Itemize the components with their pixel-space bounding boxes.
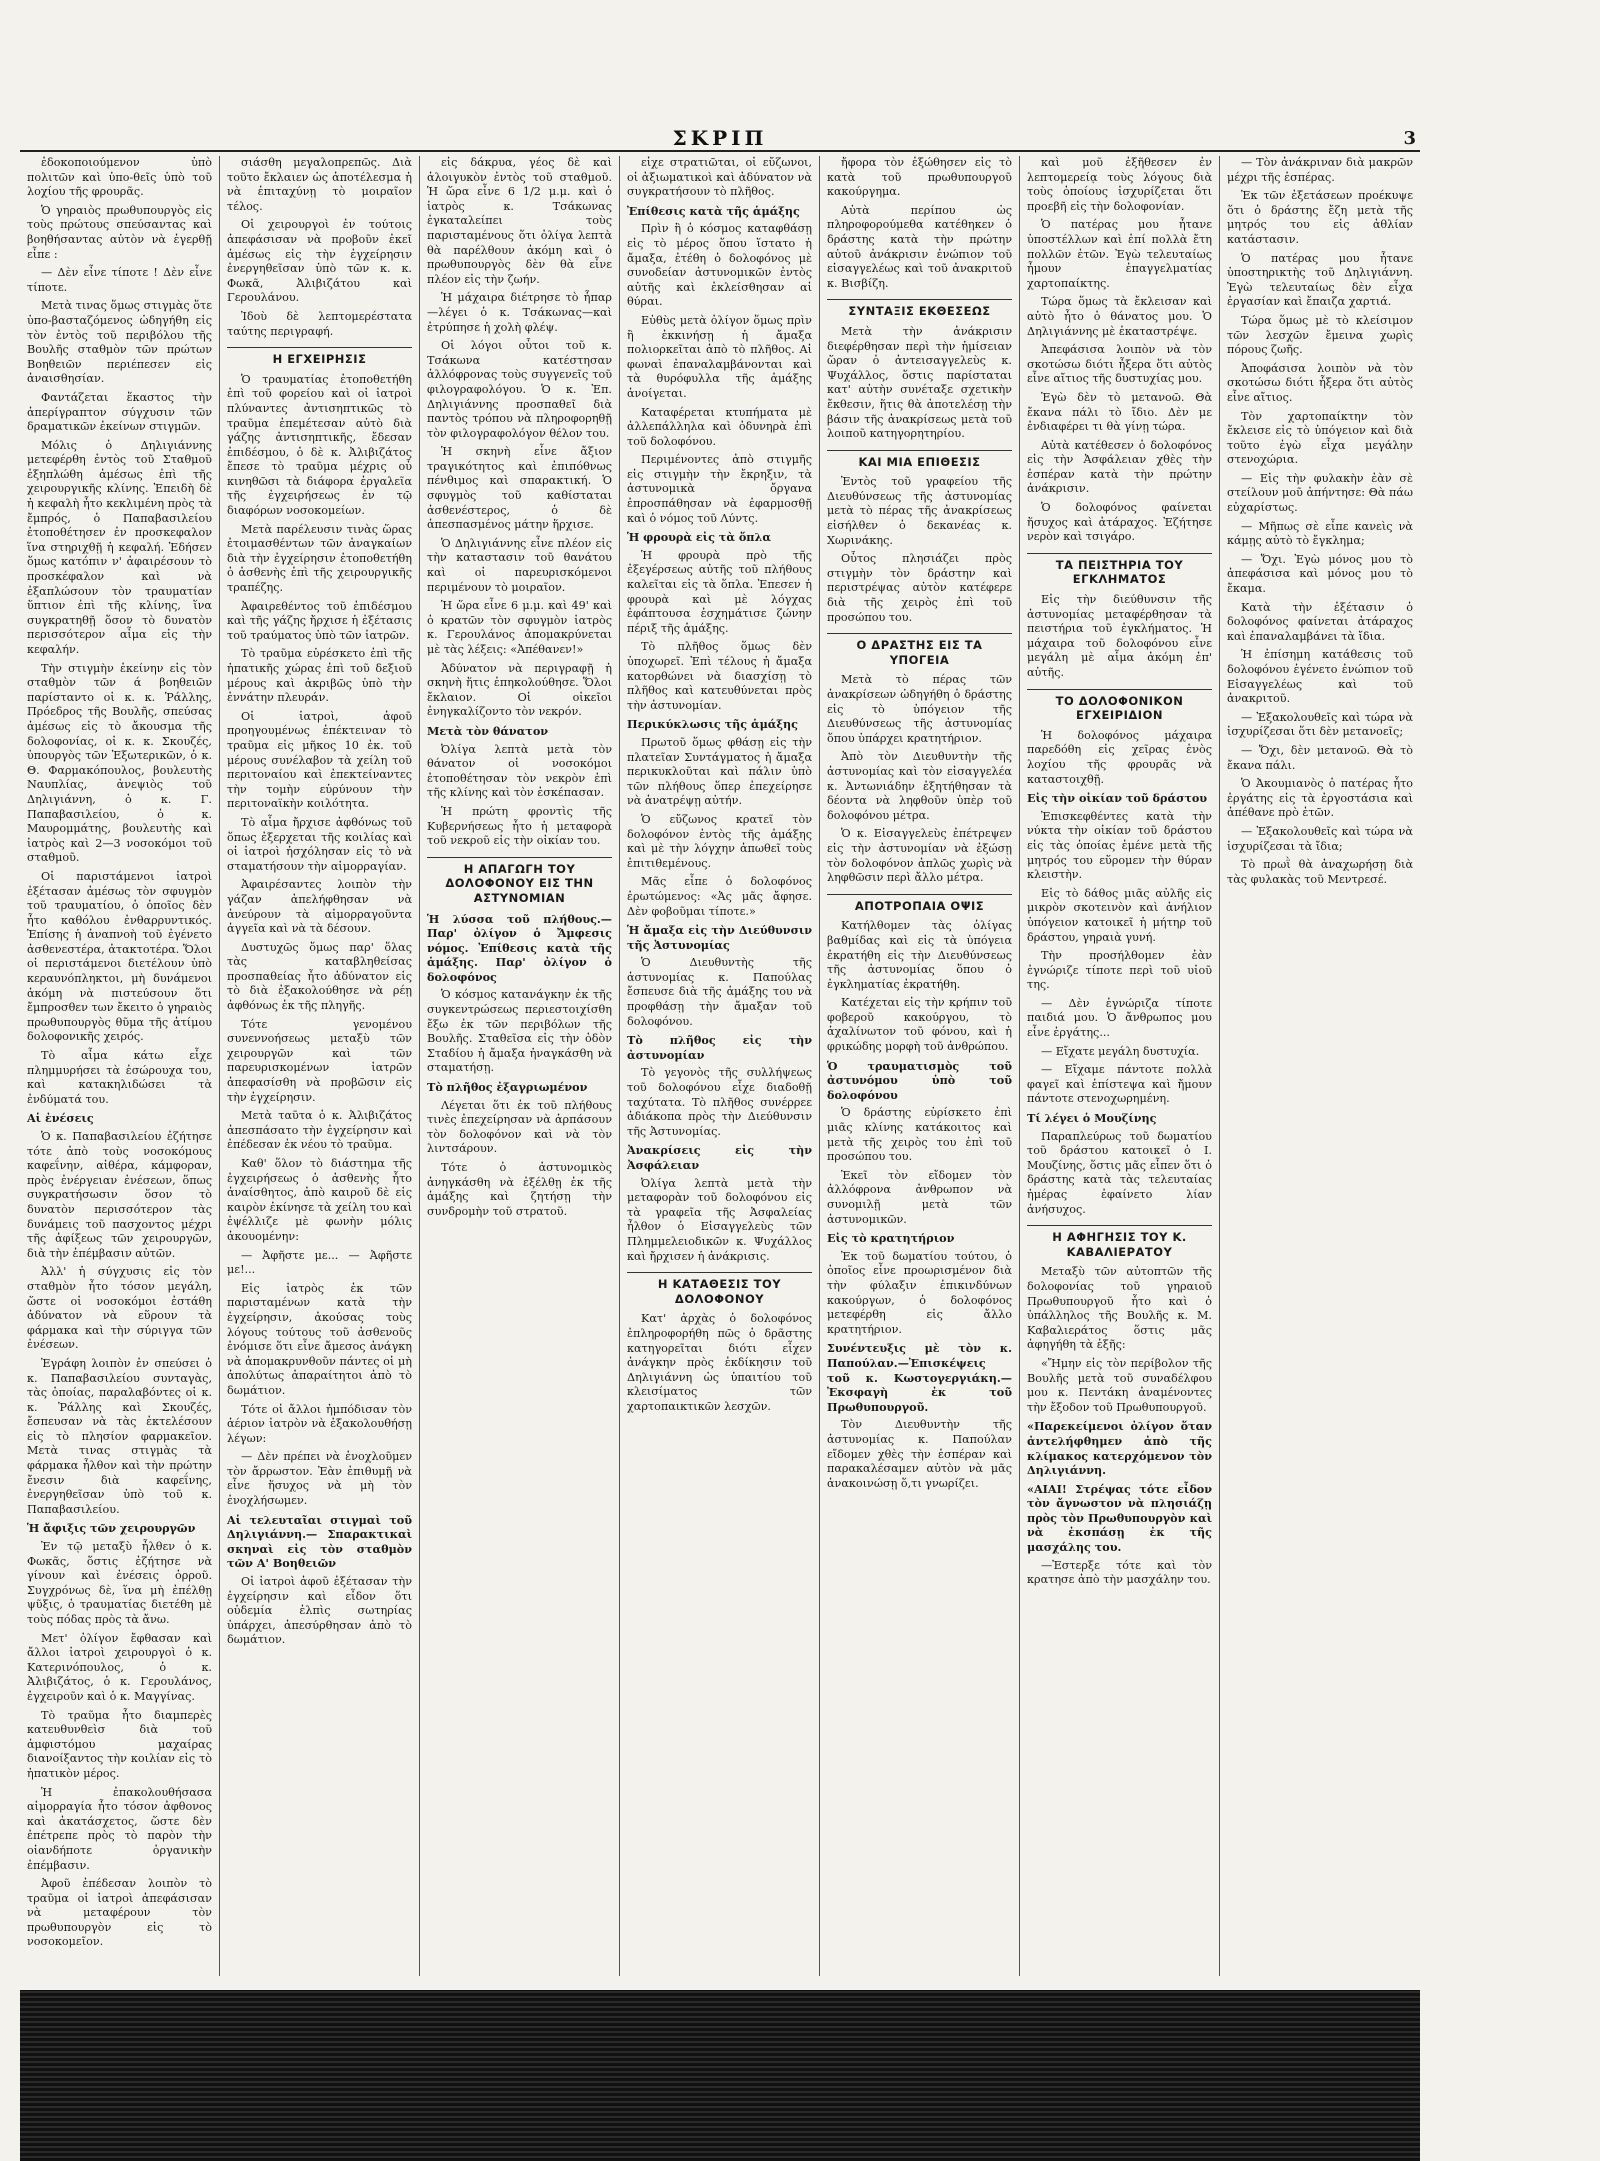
paragraph: Εἰς τὸ δάθος μιᾶς αὐλῆς εἰς μικρὸν σκοτεινὸν καὶ ἀνήλιον ὑπόγειον κατοικεῖ ἡ μήτηρ τοῦ δράστου, γηραιὰ γυνή. — [1027, 886, 1212, 944]
paragraph: Μετ' ὀλίγον ἔφθασαν καὶ ἄλλοι ἰατροὶ χειρουργοὶ ὁ κ. Κατερινόπουλος, ὁ κ. Ἀλιβιζάτος, ὁ κ. Γερουλάνος, ἐγχειροῦν καὶ ὁ κ. Μαγγίνας. — [27, 1631, 212, 1703]
paragraph: ἤφορα τὸν ἐξώθησεν εἰς τὸ κατὰ τοῦ πρωθυπουργοῦ κακούργημα. — [827, 156, 1012, 199]
paragraph: Ὁ τραυματίας ἐτοποθετήθη ἐπὶ τοῦ φορείου καὶ οἱ ἰατροὶ πλύναντες ἀντισηπτικῶς τὸ τραῦμα ἐπεμέτεσαν αὐτὸ διὰ γάζης ἀντισηπτικῆς, ἔδεσαν ἐπιδέσμου, ὁ δὲ κ. Ἀλιβιζάτος ἔπεσε τὸ τραῦμα μέχρις οὗ κινηθῶσι τὰ διάφορα ἐργαλεῖα τῆς ἐγχειρήσεως ἐν τῷ διαφόρων νοσοκομείων. — [227, 372, 412, 518]
subheading: Εἰς τὸ κρατητήριον — [827, 1231, 955, 1246]
masthead — [20, 128, 1420, 152]
paragraph: — Εἴχατε μεγάλη δυστυχία. — [1041, 1044, 1200, 1058]
subheading: Ἡ ἄφιξις τῶν χειρουργῶν — [27, 1521, 196, 1536]
paragraph: Τὸν Διευθυντὴν τῆς ἀστυνομίας κ. Παπούλαν εἴδομεν χθὲς τὴν ἑσπέραν καὶ παρακαλέσαμεν αὐτὸν νὰ μᾶς ἀνακοινώσῃ ὅ,τι γνωρίζει. — [827, 1418, 1012, 1490]
paragraph: Κατ' ἀρχὰς ὁ δολοφόνος ἐπληροφορήθη πῶς ὁ δρᾶστης κατηγορεῖται διότι εἶχεν ἀνάγκην πρὸς ἐκδίκησιν τοῦ Δηλιγιάννη ὡς ὑπαιτίου τοῦ κλεισίματος τῶν χαρτοπαικτικῶν λεσχῶν. — [627, 1312, 812, 1413]
paragraph: Τὴν στιγμὴν ἐκείνην εἰς τὸν σταθμὸν τῶν ά βοηθειῶν παρίσταντο οἱ κ. κ. Ῥάλλης, Πρόεδρος τῆς Βουλῆς, σπεύσας ἀμέσως εἰς τὸ ἄκουσμα τῆς δολοφονίας, οἱ κ. κ. Σκουζές, ὑπουργὸς τῶν Ἐξωτερικῶν, ὁ κ. Θ. Φαρμακόπουλος, βουλευτὴς Ναυπλίας, ἀνεψιὸς τοῦ Δηλιγιάννη, ὁ κ. Γ. Παπαβασιλείου, ὁ κ. Μαυρομμάτης, βουλευτὴς καὶ ἰατρὸς καὶ 2—3 νοσοκόμοι τοῦ σταθμοῦ. — [27, 661, 212, 865]
paragraph: Κατήλθομεν τὰς ὀλίγας βαθμίδας καὶ εἰς τὰ ὑπόγεια ἐκρατήθη εἰς τὴν Διευθύνσεως τῆς ἀστυνομίας ὅπου ὁ ἐγκληματίας ἐκρατήθη. — [827, 919, 1012, 991]
paragraph: Ἡ πρώτη φροντὶς τῆς Κυβερνήσεως ἦτο ἡ μεταφορὰ τοῦ νεκροῦ εἰς τὴν οἰκίαν του. — [427, 804, 612, 848]
paragraph: — Εἴχαμε πάντοτε πολλὰ φαγεῖ καὶ ἐπίστεψα καὶ ἤμουν πάντοτε στενοχωρημένη. — [1027, 1063, 1212, 1106]
paragraph: εἰς δάκρυα, γέος δὲ καὶ ἀλοιγυκὸν ἐντὸς τοῦ σταθμοῦ. Ἡ ὥρα εἶνε 6 1/2 μ.μ. καὶ ὁ ἰατρὸς κ. Τσάκωνας ἐγκαταλείπει τοὺς παρισταμένους ὅτι ὀλίγα λεπτὰ θὰ παρέλθουν ἀκόμη καὶ ὁ πρωθυπουργὸς δὲν θὰ εἶνε πλέον εἰς τὴν ζωήν. — [427, 156, 612, 286]
paragraph: Εἰς τὴν διεύθυνσιν τῆς ἀστυνομίας μεταφέρθησαν τὰ πειστήρια τοῦ ἐγκλήματος. Ἡ μάχαιρα τοῦ δολοφόνου εἶνε μεγάλη μὲ αἷμα ἀκόμη ἐπ' αὐτῆς. — [1027, 593, 1212, 679]
paragraph: — Τὸν ἀνάκριναν διὰ μακρῶν μέχρι τῆς ἑσπέρας. — [1227, 156, 1413, 184]
section-heading: ΤΑ ΠΕΙΣΤΗΡΙΑ ΤΟΥ ΕΓΚΛΗΜΑΤΟΣ — [1027, 553, 1212, 587]
paragraph: Τὸ πλῆθος ὅμως δὲν ὑποχωρεῖ. Ἐπὶ τέλους ἡ ἄμαξα κατορθώνει νὰ διασχίσῃ τὸ πλῆθος καὶ κατευθύνεται πρὸς τὴν ἀστυνομίαν. — [627, 640, 812, 712]
paragraph: Ἡ φρουρὰ πρὸ τῆς ἐξεγέρσεως αὐτῆς τοῦ πλήθους καλεῖται εἰς τὰ ὅπλα. Ἐπεσεν ἡ φρουρὰ καὶ μὲ λόγχας ἐφάπτουσα ἐσχημάτισε ζώνην πέριξ τῆς ἁμάξης. — [627, 548, 812, 635]
paragraph: σιάσθη μεγαλοπρεπῶς. Διὰ τοῦτο ἔκλαιεν ὡς ἀποτέλεσμα ἡ νὰ ἐπιταχύνῃ τὸ μοιραῖον τέλος. — [227, 156, 412, 213]
paragraph: Ὁ κόσμος κατανάγκην ἐκ τῆς συγκεντρώσεως περιεστοιχίσθη ἔξω ἐκ τῶν περιβόλων τῆς Βουλῆς. Σταθεῖσα εἰς τὴν ὁδὸν Σταδίου ἡ ἄμαξα ἠναγκάσθη νὰ σταματήσῃ. — [427, 988, 612, 1075]
paragraph: Παραπλεύρως τοῦ δωματίου τοῦ δράστου κατοικεῖ ὁ Ι. Μουζίνης, ὅστις μᾶς εἶπεν ὅτι ὁ δράστης κατὰ τὰς τελευταίας ἡμέρας ἐφαίνετο λίαν ἀνήσυχος. — [1027, 1129, 1212, 1216]
paragraph: — Δὲν ἐγνώριζα τίποτε παιδιά μου. Ὁ ἄνθρωπος μου εἶνε ἐργάτης... — [1027, 996, 1212, 1040]
paragraph: Τὸ τραῦμα ἦτο διαμπερὲς κατευθυνθεὶσ διὰ τοῦ ἀμφιστόμου μαχαίρας διανοίξαντος τὴν κοιλίαν εἰς τὸ ἡπατικὸν μέρος. — [27, 1708, 212, 1780]
section-heading: ΚΑΙ ΜΙΑ ΕΠΙΘΕΣΙΣ — [827, 450, 1012, 470]
subheading: Ἡ λύσσα τοῦ πλήθους.—Παρ' ὀλίγον ὁ Ἄμφεσις νόμος. Ἐπίθεσις κατὰ τῆς ἁμάξης. Παρ' ὀλίγον ὁ δολοφόνος — [427, 911, 612, 984]
paragraph: Ὁ κ. Παπαβασιλείου ἐζήτησε τότε ἀπὸ τοὺς νοσοκόμους καφεΐνην, αἰθέρα, κάμφοραν, πρὸς ἐνέργειαν ἐνέσεων, ὅπως συγκρατήσωσιν ὅσον τὸ δυνατὸν περισσότερον τὰς δυνάμεις τοῦ πασχοντος μέχρι τῆς ἀφίξεως τῶν χειρουργῶν, διὰ τὴν ἐπέμβασιν αὐτῶν. — [27, 1130, 212, 1260]
paragraph: Μόλις ὁ Δηλιγιάννης μετεφέρθη ἐντὸς τοῦ Σταθμοῦ ἐξηπλώθη ἀμέσως ἐπὶ τῆς χειρουργικῆς κλίνης. Ἐπειδὴ δὲ ἡ κεφαλὴ ἦτο κεκλιμένη πρὸς τὰ ἔμπρός, ὁ Παπαβασιλείου ἐτοποθέτησεν ἐν προσκεφαλον ἵνα στηριχθῇ ἡ κεφαλή. Ἐδήσεν ὅμως κατόπιν ν' ἀφαιρέσουν τὸ προσκέφαλον καὶ νὰ ἐξαπλώσουν τὸν τραυματίαν ὕπτιον ἐπὶ τῆς κλίνης, ἵνα συγκρατηθῇ ὅσον τὸ δυνατὸν περισσότερον αἷμα εἰς τὴν κεφαλήν. — [27, 438, 212, 656]
paragraph: Τὸ τραῦμα εὑρέσκετο ἐπὶ τῆς ἡπατικῆς χώρας ἐπὶ τοῦ δεξιοῦ μέρους καὶ ἀκριβῶς ὑπὸ τὴν ἐννάτην πλευράν. — [227, 647, 412, 705]
paragraph: Ὁ κ. Εἰσαγγελεὺς ἐπέτρεψεν εἰς τὴν ἀστυνομίαν νὰ ἐξώσῃ τὸν δολοφόνον ἀπλῶς χωρὶς νὰ ληφθῶσιν περὶ ἄλλο μέτρα. — [827, 827, 1012, 885]
column-4 — [620, 156, 820, 1976]
paragraph: Ὁ εὔζωνος κρατεῖ τὸν δολοφόνον ἐντὸς τῆς ἁμάξης καὶ μὲ τὴν λόγχην ἀπωθεῖ τοὺς ἐπιτιθεμένους. — [627, 812, 812, 870]
paragraph: Τώρα ὅμως μὲ τὸ κλείσιμον τῶν λεσχῶν ἔμεινα χωρὶς πόρους ζωῆς. — [1227, 313, 1413, 357]
paragraph: — Ἀφῆστε με... — Ἀφῆστε με!... — [227, 1248, 412, 1277]
paragraph: Ἐγράφη λοιπὸν ἐν σπεύσει ὁ κ. Παπαβασιλείου συνταγὰς, τὰς ὁποίας, παραλαβόντες οἱ κ. κ. Ῥάλλης καὶ Σκουζές, ἔσπευσαν νὰ τὰς ἐκτελέσουν εἰς τὸ πλησίον φαρμακεῖον. Μετὰ τινας στιγμὰς τὰ φάρμακα ἦλθον καὶ τὴν πρώτην ἔνεσιν διὰ καφεΐνης, ἐνεργηθεῖσαν ὑπὸ τοῦ κ. Παπαβασιλείου. — [27, 1356, 212, 1516]
paragraph: —Ἐστερξε τότε καὶ τὸν κρατησε ἀπὸ τὴν μασχάλην του. — [1027, 1558, 1212, 1587]
paragraph: Οἱ χειρουργοὶ ἐν τούτοις ἀπεφάσισαν νὰ προβοῦν ἐκεῖ ἀμέσως εἰς τὴν ἐγχείρησιν ἐνεργηθεῖσαν ὑπὸ τῶν κ. κ. Φωκᾶ, Ἀλιβιζάτου καὶ Γερουλάνου. — [227, 218, 412, 305]
paragraph: Ὁ Διευθυντὴς τῆς ἀστυνομίας κ. Παπούλας ἔσπευσε διὰ τῆς ἁμάξης του νὰ προφθάσῃ τὴν ἄμαξαν τοῦ δολοφόνου. — [627, 956, 812, 1028]
subheading: Ἡ φρουρὰ εἰς τὰ ὅπλα — [627, 530, 771, 545]
paragraph: — Δὲν πρέπει νὰ ἐνοχλοῦμεν τὸν ἄρρωστον. Ἐὰν ἐπιθυμῇ νὰ εἶνε ἥσυχος νὰ μὴ τὸν ἐνοχλήσωμεν. — [227, 1450, 412, 1508]
paragraph: Τὸ αἷμα ἤρχισε ἀφθόνως τοῦ ὅπως ἐξερχεται τῆς κοιλίας καὶ οἱ ἰατροὶ ἠσχόλησαν εἰς τὸ νὰ σταματήσουν τὴν αἱμορραγίαν. — [227, 815, 412, 873]
paragraph: Ἐκεῖ τὸν εἴδομεν τὸν ἀλλόφρονα ἀνθρωπον νὰ συνομιλῇ μετὰ τῶν ἀστυνομικῶν. — [827, 1168, 1012, 1226]
paragraph: Καταφέρεται κτυπήματα μὲ ἀλλεπάλληλα καὶ ὀδυνηρὰ ἐπὶ τοῦ δολοφόνου. — [627, 405, 812, 448]
paragraph: Ἐκ τοῦ δωματίου τούτου, ὁ ὁποῖος εἶνε προωρισμένον διὰ τὴν φύλαξιν ἐπικινδύνων κακούργων, ὁ δολοφόνος μετεφέρθη εἰς ἄλλο κρατητήριον. — [827, 1249, 1012, 1336]
paragraph: Τὸ πρωῒ θὰ ἀναχωρήσῃ διὰ τὰς φυλακὰς τοῦ Μεντρεσέ. — [1227, 858, 1413, 886]
newspaper-title: ΣΚΡΙΠ — [672, 126, 768, 150]
paragraph: Ἐπισκεφθέντες κατὰ τὴν νύκτα τὴν οἰκίαν τοῦ δράστου εἰς τὰς ὁποίας ἐμένε μετὰ τῆς μητρός του εὕρομεν τὴν θύραν κλειστὴν. — [1027, 809, 1212, 882]
paragraph: Ἀφαιρέσαντες λοιπὸν τὴν γάζαν ἀπελήφθησαν νὰ ἀνεύρουν τὰ αἱμορραγοῦντα ἀγγεῖα καὶ νὰ τὰ δέσουν. — [227, 878, 412, 936]
column-2 — [220, 156, 420, 1976]
paragraph: Ἀδύνατον νὰ περιγραφῇ ἡ σκηνὴ ἥτις ἐπηκολούθησε. Ὅλοι ἔκλαιον. Οἱ οἰκεῖοι ἐνηγκαλίζοντο τὸν νεκρόν. — [427, 661, 612, 719]
paragraph: Μετὰ τινας ὅμως στιγμὰς ὅτε ὑπο-βασταζόμενος ὡδηγήθη εἰς τὸν ἐντὸς τοῦ περιβόλου τῆς Βουλῆς σταθμὸν τῶν πρώτων Βοηθειῶν περιέπεσεν εἰς ἀναισθησίαν. — [27, 299, 212, 386]
subheading: Ὁ τραυματισμὸς τοῦ ἀστυνόμου ὑπὸ τοῦ δολοφόνου — [827, 1058, 1012, 1102]
paragraph: Ὁ γηραιὸς πρωθυπουργὸς εἰς τοὺς πρώτους σπεύσαντας καὶ βοηθήσαντας αὐτὸν νὰ ἐγερθῇ εἶπε : — [27, 203, 212, 261]
paragraph: Ὁ Ἀκουμιανὸς ὁ πατέρας ἦτο ἐργάτης εἰς τὰ ἐργοστάσια καὶ ἀπέθανε πρὸ ἐτῶν. — [1227, 777, 1413, 820]
paragraph: Ἰδοὺ δὲ λεπτομερέστατα ταύτης περιγραφή. — [227, 309, 412, 338]
paragraph: Μεταξὺ τῶν αὐτοπτῶν τῆς δολοφονίας τοῦ γηραιοῦ Πρωθυπουργοῦ ἦτο καὶ ὁ ὑπάλληλος τῆς Βουλῆς κ. Μ. Καβαλιεράτος ὅστις μᾶς ἀφηγήθη τὰ ἑξῆς: — [1027, 1265, 1212, 1352]
paragraph: Ἡ σκηνὴ εἶνε ἄξιον τραγικότητος καὶ ἐπιπόθνως πένθιμος καὶ σπαρακτική. Ὁ σφυγμὸς τοῦ καθίσταται ἀσθενέστερος, ὁ δὲ ἀπεσπασμένος μάτην ἥρχισε. — [427, 445, 612, 532]
subheading: Μετὰ τὸν θάνατον — [427, 723, 549, 738]
paragraph: Δυστυχῶς ὅμως παρ' ὅλας τὰς καταβληθείσας προσπαθείας ἦτο ἀδύνατον εἰς τὸ διὰ ἐξακολούθησε νὰ ρέῃ ἀφθόνως ἐκ τῆς πληγῆς. — [227, 940, 412, 1013]
column-5 — [820, 156, 1020, 1976]
paragraph: Ἀφαιρεθέντος τοῦ ἐπιδέσμου καὶ τῆς γάζης ἤρχισε ἡ ἐξέτασις τοῦ τραύματος ὑπὸ τῶν ἰατρῶν. — [227, 599, 412, 642]
paragraph: Ἀπὸ τὸν Διευθυντὴν τῆς ἀστυνομίας καὶ τὸν εἰσαγγελέα κ. Ἀντωνιάδην ἐξητήθησαν τὰ δέοντα νὰ ληφθοῦν ὑπὲρ τοῦ δολοφόνου μέτρα. — [827, 750, 1012, 822]
paragraph: Τότε οἱ ἄλλοι ἠμπόδισαν τὸν ἀέριον ἰατρὸν νὰ ἐξακολουθήσῃ λέγων: — [227, 1402, 412, 1445]
paragraph: Ὁ δολοφόνος φαίνεται ἥσυχος καὶ ἀτάραχος. Ἐζήτησε νερὸν καὶ τσιγάρο. — [1027, 501, 1212, 544]
paragraph: — Ἐξακολουθεῖς καὶ τώρα νὰ ἰσχυρίζεσαι τὰ ἴδια; — [1227, 824, 1413, 853]
paragraph: — Ὄχι, δὲν μετανοῶ. Θὰ τὸ ἔκανα πάλι. — [1227, 743, 1413, 772]
paragraph: Τὴν προσήλθομεν ἐὰν ἐγνώριζε τίποτε περὶ τοῦ υἱοῦ της. — [1027, 949, 1212, 992]
section-heading: Η ΑΦΗΓΗΣΙΣ ΤΟΥ Κ. ΚΑΒΑΛΙΕΡΑΤΟΥ — [1027, 1225, 1212, 1259]
scan-dark-margin — [20, 1990, 1420, 2161]
paragraph: Κατέχεται εἰς τὴν κρήπιν τοῦ φοβεροῦ κακούργου, τὸ ἀχαλίνωτον τοῦ φόνου, καὶ ἡ φρικώδης μορφὴ τοῦ ἀνθρώπου. — [827, 996, 1012, 1054]
paragraph: Ἡ ὥρα εἶνε 6 μ.μ. καὶ 49' καὶ ὁ κρατῶν τὸν σφυγμὸν ἰατρὸς κ. Γερουλάνος ἀπομακρύνεται μὲ τὰς λέξεις: «Ἀπέθανεν!» — [427, 599, 612, 656]
paragraph: — Εἰς τὴν φυλακὴν ἐὰν σὲ στείλουν μοῦ ἀπήντησε: Θὰ πάω εὐχαρίστως. — [1227, 471, 1413, 515]
paragraph: Ἡ δολοφόνος μάχαιρα παρεδόθη εἰς χεῖρας ἑνὸς λοχίου τῆς φρουρᾶς νὰ καταστοιχθῇ. — [1027, 728, 1212, 786]
article-columns — [20, 156, 1420, 1976]
paragraph: Τότε ὁ ἀστυνομικὸς ἀνηγκάσθη νὰ ἐξέλθῃ ἐκ τῆς ἁμάξης καὶ ζητήσῃ τὴν συνδρομὴν τοῦ στρατοῦ. — [427, 1161, 612, 1218]
paragraph: Τὸ γεγονὸς τῆς συλλήψεως τοῦ δολοφόνου εἶχε διαδοθῇ ταχύτατα. Τὸ πλῆθος συνέρρεε ἀδιάκοπα πρὸς τὴν Διεύθυνσιν τῆς Ἀστυνομίας. — [627, 1066, 812, 1138]
section-heading: Η ΚΑΤΑΘΕΣΙΣ ΤΟΥ ΔΟΛΟΦΟΝΟΥ — [627, 1272, 812, 1306]
paragraph: Περιμένοντες ἀπὸ στιγμῆς εἰς στιγμὴν τὴν ἔκρηξιν, τὰ ἀστυνομικὰ ὄργανα ἐπροσπάθησαν νὰ ἐφαρμοσθῇ καὶ ὁ νόμος τοῦ Λύντς. — [627, 453, 812, 525]
paragraph: Ἀφοῦ ἐπέδεσαν λοιπὸν τὸ τραῦμα οἱ ἰατροὶ ἀπεφάσισαν νὰ μεταφέρουν τὸν πρωθυπουργὸν εἰς τὸ νοσοκομεῖον. — [27, 1877, 212, 1949]
paragraph: Πρὶν ἢ ὁ κόσμος καταφθάσῃ εἰς τὸ μέρος ὅπου ἵστατο ἡ ἄμαξα, ἐτέθη ὁ δολοφόνος μὲ συνοδείαν ἀστυνομικῶν ἐντὸς αὐτῆς καὶ ἐκλείσθησαν αἱ θύραι. — [627, 222, 812, 309]
paragraph: «Ἤμην εἰς τὸν περίβολον τῆς Βουλῆς μετὰ τοῦ συναδέλφου μου κ. Πεντάκη ἀναμένοντες τὴν ἔξοδον τοῦ Πρωθυπουργοῦ. — [1027, 1356, 1212, 1414]
paragraph: Ὀλίγα λεπτὰ μετὰ τὸν θάνατον οἱ νοσοκόμοι ἐτοποθέτησαν τὸν νεκρὸν ἐπὶ τῆς κλίνης καὶ τὸν ἐσκέπασαν. — [427, 742, 612, 800]
paragraph: Εἰς ἰατρὸς ἐκ τῶν παρισταμένων κατὰ τὴν ἐγχείρησιν, ἀκούσας τοὺς λόγους τούτους τοῦ ἀσθενοῦς ἐνόμισε ὅτι εἶνε ἄμεσος ἀνάγκη νὰ ἀπομακρυνθοῦν πάντες οἱ μὴ ἀπολύτως ἀπαραίτητοι ἀπὸ τὸ δωμάτιον. — [227, 1281, 412, 1397]
paragraph: Ἐν τῷ μεταξὺ ἦλθεν ὁ κ. Φωκᾶς, ὅστις ἐζήτησε νὰ γίνουν καὶ ἐνέσεις ὀρροῦ. Συγχρόνως δὲ, ἵνα μὴ ἐπέλθῃ ψῦξις, ὁ τραυματίας διετέθη μὲ τοὺς πόδας πρὸς τὰ ἄνω. — [27, 1540, 212, 1626]
section-heading: Η ΑΠΑΓΩΓΗ ΤΟΥ ΔΟΛΟΦΟΝΟΥ ΕΙΣ ΤΗΝ ΑΣΤΥΝΟΜΙΑΝ — [427, 857, 612, 906]
paragraph: — Δὲν εἶνε τίποτε ! Δὲν εἶνε τίποτε. — [27, 266, 212, 294]
paragraph: Οὗτος πλησιάζει πρὸς στιγμὴν τὸν δράστην καὶ περιστρέψας αὐτὸν κατέφερε διὰ τῆς χειρὸς ἐπὶ τοῦ προσώπου του. — [827, 552, 1012, 624]
paragraph: Οἱ ἰατροὶ, ἀφοῦ προηγουμένως ἐπέκτειναν τὸ τραῦμα εἰς μῆκος 10 ἐκ. τοῦ μέρους συνέλαβον τὰ χείλη τοῦ περιτοναίου καὶ ἐπεκτείναντες τὴν τομὴν εὐρύνουν τὴν περιτοναϊκὴν κοιλότητα. — [227, 709, 412, 811]
paragraph: ἐδοκοποιούμενον ὑπὸ πολιτῶν καὶ ὑπο-θεῖς ὑπὸ τοῦ λοχίου τῆς φρουρᾶς. — [27, 156, 212, 199]
subheading: Ἡ ἄμαξα εἰς τὴν Διεύθυνσιν τῆς Ἀστυνομίας — [627, 923, 812, 952]
paragraph: Καθ' ὅλον τὸ διάστημα τῆς ἐγχειρήσεως ὁ ἀσθενὴς ἦτο ἀναίσθητος, ἀπὸ καιροῦ δὲ εἰς καιρὸν ἐκίνησε τὰ χείλη του καὶ ἐψέλλιζε μὲ φωνὴν μόλις ἀκουομένην: — [227, 1157, 412, 1243]
paragraph: Ὀλίγα λεπτὰ μετὰ τὴν μεταφορὰν τοῦ δολοφόνου εἰς τὰ γραφεῖα τῆς Ἀσφαλείας ἦλθον ὁ Εἰσαγγελεὺς τῶν Πλημμελειοδικῶν κ. Ψυχάλλος καὶ ἤρχισεν ἡ ἀνάκρισις. — [627, 1176, 812, 1263]
column-7 — [1220, 156, 1420, 1976]
paragraph: Αὐτὰ περίπου ὡς πληροφορούμεθα κατέθηκεν ὁ δράστης κατὰ τὴν πρώτην αὐτοῦ ἀνάκρισιν ἐνώπιον τοῦ εἰσαγγελέως καὶ τοῦ ἀνακριτοῦ κ. Βισβίζη. — [827, 203, 1012, 290]
subheading: Ἐπίθεσις κατὰ τῆς ἁμάξης — [627, 203, 800, 218]
paragraph: Τότε γενομένου συνεννοήσεως μεταξὺ τῶν χειρουργῶν καὶ τῶν παρευρισκομένων ἰατρῶν ἀπεφασίσθη νὰ προβῶσιν εἰς τὴν ἐγχείρησιν. — [227, 1017, 412, 1104]
paragraph: Οἱ ἰατροὶ ἀφοῦ ἐξέτασαν τὴν ἐγχείρησιν καὶ εἶδον ὅτι οὐδεμία ἐλπὶς σωτηρίας ὑπάρχει, ἀπεσύρθησαν ἀπὸ τὸ δωμάτιον. — [227, 1575, 412, 1647]
subheading: Συνέντευξις μὲ τὸν κ. Παπούλαν.—Ἐπισκέψεις τοῦ κ. Κωστογεργιάκη.—Ἐκσφαγὴ ἐκ τοῦ Πρωθυπουργοῦ. — [827, 1341, 1012, 1414]
paragraph: Ἡ μάχαιρα διέτρησε τὸ ἧπαρ—λέγει ὁ κ. Τσάκωνας—καὶ ἐτρύπησε ἡ χολὴ φλέψ. — [427, 291, 612, 334]
subheading: Περικύκλωσις τῆς ἁμάξης — [627, 717, 798, 732]
paragraph: Τὸν χαρτοπαίκτην τὸν ἔκλεισε εἰς τὸ ὑπόγειον καὶ διὰ τοῦτο ἐγὼ εἶχα μεγάλην στενοχώρια. — [1227, 409, 1413, 467]
paragraph: Μετὰ παρέλευσιν τινὰς ὥρας ἐτοιμασθέντων τῶν ἀναγκαίων διὰ τὴν ἐγχείρησιν ἐτοποθετήθη ὁ ἀσθενὴς ἐπὶ τῆς χειρουργικῆς τραπέζης. — [227, 522, 412, 595]
paragraph: Ὁ δράστης εὑρίσκετο ἐπὶ μιᾶς κλίνης κατάκοιτος καὶ μετὰ τῆς χειρὸς του ἐπὶ τοῦ προσώπου του. — [827, 1106, 1012, 1164]
paragraph: Λέγεται ὅτι ἐκ τοῦ πλήθους τινὲς ἐπεχείρησαν νὰ ἀρπάσουν τὸν δολοφόνον καὶ νὰ τὸν λιντσάρουν. — [427, 1098, 612, 1156]
paragraph: Εὐθὺς μετὰ ὀλίγον ὅμως πρὶν ἢ ἐκκινήσῃ ἡ ἄμαξα πολιορκεῖται ἀπὸ τὸ πλῆθος. Αἱ φωναὶ ἐπαναλαμβάνονται καὶ τὰ θυρόφυλλα τῆς ἁμάξης ἀνοίγεται. — [627, 313, 812, 400]
subheading: Εἰς τὴν οἰκίαν τοῦ δράστου — [1027, 791, 1208, 806]
paragraph: Τὸ αἷμα κάτω εἶχε πλημμυρήσει τὰ ἐσώρουχα του, καὶ κατακηλιδώσει τὰ ἐνδύματά του. — [27, 1049, 212, 1106]
paragraph: — Μῆπως σὲ εἶπε κανεὶς νὰ κάμῃς αὐτὸ τὸ ἔγκλημα; — [1227, 519, 1413, 548]
section-heading: ΣΥΝΤΑΞΙΣ ΕΚΘΕΣΕΩΣ — [827, 299, 1012, 319]
subheading: Ἀνακρίσεις εἰς τὴν Ἀσφάλειαν — [627, 1143, 812, 1172]
column-3 — [420, 156, 620, 1976]
paragraph: Μετὰ τὸ πέρας τῶν ἀνακρίσεων ὠδηγήθη ὁ δράστης εἰς τὸ ὑπόγειον τῆς Διευθύνσεως τῆς ἀστυνομίας ὅπου ὑπάρχει κρατητήριον. — [827, 673, 1012, 745]
paragraph: Ἐκ τῶν ἐξετάσεων προέκυψε ὅτι ὁ δράστης ἔζη μετὰ τῆς μητρός του εἰς ἀθλίαν κατάστασιν. — [1227, 189, 1413, 246]
paragraph: Ὁ Δηλιγιάννης εἶνε πλέον εἰς τὴν καταστασιν τοῦ θανάτου καὶ οἱ παρευρισκόμενοι περιμένουν τὸ μοιραῖον. — [427, 536, 612, 594]
page-number: 3 — [1403, 128, 1416, 149]
paragraph: καὶ μοῦ ἐξῆθεσεν ἐν λεπτομερείᾳ τοὺς λόγους διὰ τοὺς ὁποίους ἰσχυρίζεται ὅτι προεβῆ εἰς τὴν δολοφονίαν. — [1027, 156, 1212, 213]
paragraph: Ἐντὸς τοῦ γραφείου τῆς Διευθύνσεως τῆς ἀστυνομίας μετὰ τὸ πέρας τῆς ἀνακρίσεως εἰσήλθεν ὁ δεκανέας κ. Χωρινάκης. — [827, 475, 1012, 547]
subheading: Τί λέγει ὁ Μουζίνης — [1027, 1111, 1157, 1126]
column-1 — [20, 156, 220, 1976]
paragraph: Μετὰ ταῦτα ὁ κ. Ἀλιβιζάτος ἀπεσπάσατο τὴν ἐγχείρησιν καὶ ἐπέδεσαν ἐκ νέου τὸ τραῦμα. — [227, 1109, 412, 1152]
subheading: Αἱ τελευταῖαι στιγμαὶ τοῦ Δηλιγιάννη.— Σπαρακτικαὶ σκηναὶ εἰς τὸν σταθμὸν τῶν Α' Βοηθειῶν — [227, 1512, 412, 1571]
column-6 — [1020, 156, 1220, 1976]
paragraph: Τώρα ὅμως τὰ ἔκλεισαν καὶ αὐτὸ ἦτο ὁ θάνατος μου. Ὁ Δηλιγιάννης μὲ ἐκαταστρέψε. — [1027, 295, 1212, 338]
paragraph: Οἱ λόγοι οὗτοι τοῦ κ. Τσάκωνα κατέστησαν ἀλλόφρονας τοὺς συγγενεῖς τοῦ φιλογραφολόγου. Ὁ κ. Ἐπ. Δηλιγιάννης προσπαθεῖ διὰ παντὸς τρόπου νὰ πληροφορηθῇ τὸν φιλογραφολόγον θέλον του. — [427, 339, 612, 440]
subheading: Τὸ πλῆθος εἰς τὴν ἀστυνομίαν — [627, 1033, 812, 1062]
paragraph: Ἀποφάσισα λοιπὸν νὰ τὸν σκοτώσω διότι ἦξερα ὅτι αὐτὸς εἶνε αἴτιος. — [1227, 361, 1413, 404]
paragraph: Κατὰ τὴν ἐξέτασιν ὁ δολοφόνος φαίνεται ἀτάραχος καὶ ἐπαναλαμβάνει τὰ ἴδια. — [1227, 600, 1413, 643]
paragraph: Ὁ πατέρας μου ἦτανε ὑποστηρικτὴς τοῦ Δηλιγιάννη. Ἐγὼ τελευταίως δὲν εἶχα ἐργασίαν καὶ ἔπαιζα χαρτιά. — [1227, 251, 1413, 309]
paragraph: Ἡ ἐπακολουθήσασα αἱμορραγία ἦτο τόσον ἀφθονος καὶ ἀκατάσχετος, ὥστε δὲν ἐπέτρεπε πρὸς τὸ παρὸν τὴν οἱανδήποτε ὀργανικὴν ἐπέμβασιν. — [27, 1785, 212, 1872]
paragraph: Φαντάζεται ἕκαστος τὴν ἀπερίγραπτον σύγχυσιν τῶν δραματικῶν ἐκείνων στιγμῶν. — [27, 390, 212, 434]
paragraph: Ἐγὼ δὲν τὸ μετανοῶ. Θὰ ἔκανα πάλι τὸ ἴδιο. Δὲν με ἐνδιαφέρει τι θὰ γίνῃ τώρα. — [1027, 390, 1212, 434]
subheading: Αἱ ἐνέσεις — [27, 1111, 94, 1126]
paragraph: Ἀπεφάσισα λοιπὸν νὰ τὸν σκοτώσω διότι ἦξερα ὅτι αὐτὸς εἶνε αἴτιος τῆς δυστυχίας μου. — [1027, 343, 1212, 386]
paragraph: Πρωτοῦ ὅμως φθάσῃ εἰς τὴν πλατεῖαν Συντάγματος ἡ ἄμαξα περικυκλοῦται καὶ πάλιν ὑπὸ τῶν πλήθους ὅπερ ἐπεχείρησε νὰ ἀνατρέψῃ αὐτήν. — [627, 735, 812, 808]
paragraph: — Ἐξακολουθεῖς καὶ τώρα νὰ ἰσχυρίζεσαι ὅτι δὲν μετανοεῖς; — [1227, 710, 1413, 739]
paragraph: Μᾶς εἶπε ὁ δολοφόνος ἐρωτώμενος: «Ἀς μᾶς ἄφησε. Δὲν φοβοῦμαι τίποτε.» — [627, 875, 812, 918]
subheading: Τὸ πλῆθος ἐξαγριωμένον — [427, 1080, 588, 1095]
paragraph: Ἀλλ' ἡ σύγχυσις εἰς τὸν σταθμὸν ἦτο τόσον μεγάλη, ὥστε οἱ νοσοκόμοι ἐστάθη ἀδύνατον νὰ εὕρουν τὰ φάρμακα καὶ τὴν σύριγγα τῶν ἐνέσεων. — [27, 1265, 212, 1352]
paragraph: Οἱ παριστάμενοι ἰατροὶ ἐξέτασαν ἀμέσως τὸν σφυγμὸν τοῦ τραυματίου, ὁ ὁποῖος δὲν ἦτο καθόλου ἐνθαρρυντικός. Ἐπίσης ἡ ἀναπνοὴ τοῦ ἐγένετο ἀσθενεστέρα, ἀτακτοτέρα. Ὅλοι οἱ περιστάμενοι διετέλουν ὑπὸ κεραυνόπληκτοι, μὴ δυνάμενοι ἀκόμη νὰ πιστεύσουν ὅτι ἔμπροσθεν των ἔκειτο ὁ γηραιὸς πρωθυπουργὸς θῦμα τῆς ἀτίμου δολοφονικῆς χειρός. — [27, 869, 212, 1044]
paragraph: Μετὰ τὴν ἀνάκρισιν διεφέρθησαν περὶ τὴν ἡμίσειαν ὥραν ὁ ἀντεισαγγελεὺς κ. Ψυχάλλος, ὅστις παρίσταται κατ' αὐτὴν συνέταξε σχετικὴν ἔκθεσιν, ἥτις θὰ ἀποτελέσῃ τὴν βάσιν τῆς ἀνακρίσεως μετὰ τοῦ λοιποῦ κατηγορητηρίου. — [827, 324, 1012, 441]
paragraph: — Ὄχι. Ἐγὼ μόνος μου τὸ ἀπεφάσισα καὶ μόνος μου τὸ ἔκαμα. — [1227, 552, 1413, 596]
paragraph: Ἡ ἐπίσημη κατάθεσις τοῦ δολοφόνου ἐγένετο ἐνώπιον τοῦ Εἰσαγγελέως καὶ τοῦ ἀνακριτοῦ. — [1227, 648, 1413, 706]
subheading: «ΑΙΑΙ! Στρέψας τότε εἶδον τὸν ἄγνωστον νὰ πλησιάζῃ πρὸς τὸν Πρωθυπουργὸν καὶ νὰ ἐκσπάσῃ ἐκ τῆς μασχάλης του. — [1027, 1481, 1212, 1555]
subheading: «Παρεκείμενοι ὀλίγον ὅταν ἀντελήφθημεν ἀπὸ τῆς κλίμακος κατερχόμενον τὸν Δηλιγιάννη. — [1027, 1419, 1212, 1478]
paragraph: Αὐτὰ κατέθεσεν ὁ δολοφόνος εἰς τὴν Ἀσφάλειαν χθὲς τὴν ἑσπέραν κατὰ τὴν πρώτην ἀνάκρισιν. — [1027, 438, 1212, 496]
section-heading: ΤΟ ΔΟΛΟΦΟΝΙΚΟΝ ΕΓΧΕΙΡΙΔΙΟΝ — [1027, 689, 1212, 723]
section-heading: Ο ΔΡΑΣΤΗΣ ΕΙΣ ΤΑ ΥΠΟΓΕΙΑ — [827, 633, 1012, 667]
section-heading: Η ΕΓΧΕΙΡΗΣΙΣ — [227, 347, 412, 367]
paragraph: εἶχε στρατιῶται, οἱ εὔζωνοι, οἱ ἀξιωματικοὶ καὶ ἀδύνατον νὰ συγκρατήσουν τὸ πλῆθος. — [627, 156, 812, 199]
section-heading: ΑΠΟΤΡΟΠΑΙΑ ΟΨΙΣ — [827, 894, 1012, 914]
paragraph: Ὁ πατέρας μου ἦτανε ὑποστέλλων καὶ ἐπί πολλὰ ἔτη πολλῶν ἐτῶν. Ἐγὼ τελευταίως ἦμουν ἐπαγγελματίας χαρτοπαίκτης. — [1027, 218, 1212, 290]
